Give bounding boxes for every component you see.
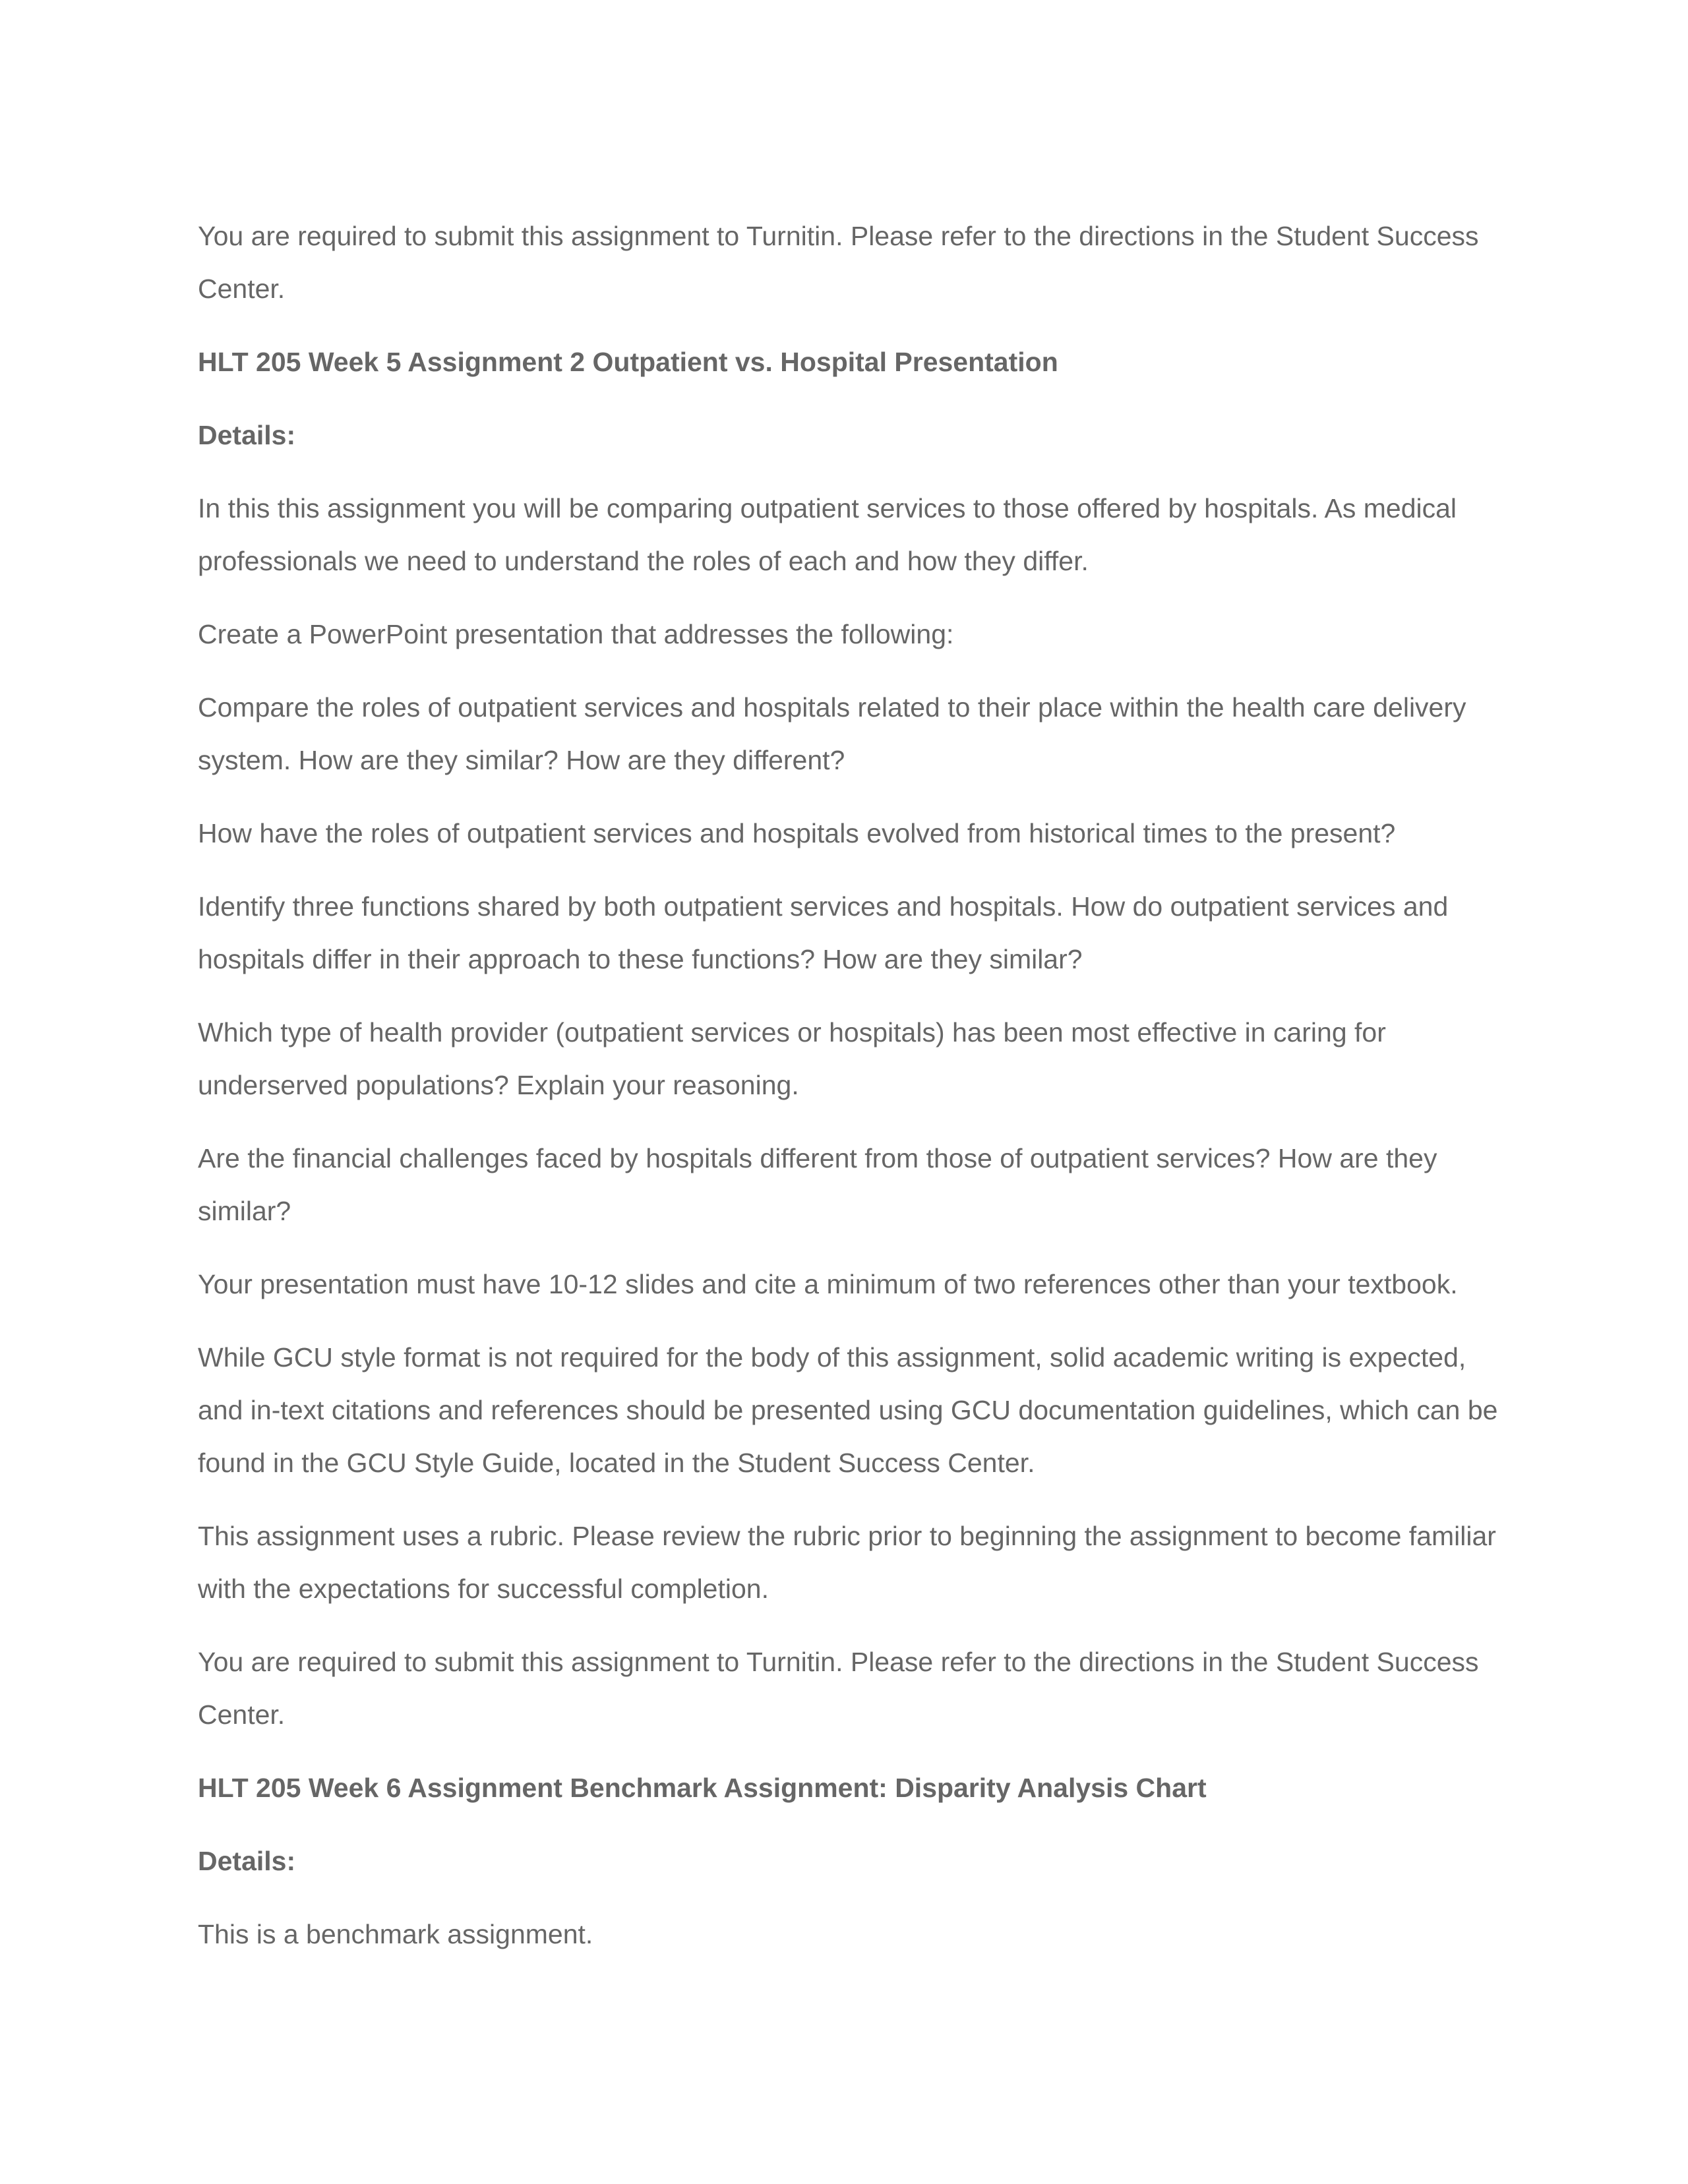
assignment-heading-week6: HLT 205 Week 6 Assignment Benchmark Assignment: Disparity Analysis Chart: [198, 1773, 1207, 1803]
paragraph-question-underserved: Which type of health provider (outpatient services or hospitals) has been most effective in caring for underserved populations? Explain your reasoning.: [198, 1017, 1386, 1100]
assignment-heading-week5: HLT 205 Week 5 Assignment 2 Outpatient vs. Hospital Presentation: [198, 347, 1058, 377]
paragraph-question-evolution: How have the roles of outpatient services and hospitals evolved from historical times to the present?: [198, 818, 1396, 848]
paragraph-question-compare: Compare the roles of outpatient services and hospitals related to their place within the health care delivery system. How are they similar? How are they different?: [198, 692, 1466, 775]
details-label: Details:: [198, 420, 296, 450]
paragraph-turnitin-notice-2: You are required to submit this assignment to Turnitin. Please refer to the directions in the Student Success Center.: [198, 1647, 1479, 1730]
paragraph-rubric: This assignment uses a rubric. Please review the rubric prior to beginning the assignment to become familiar with the expectations for successful completion.: [198, 1521, 1496, 1604]
paragraph-benchmark: This is a benchmark assignment.: [198, 1919, 593, 1949]
paragraph-intro: In this this assignment you will be comparing outpatient services to those offered by hospitals. As medical professionals we need to understand the roles of each and how they differ.: [198, 493, 1457, 576]
paragraph-question-financial: Are the financial challenges faced by hospitals different from those of outpatient services? How are they similar?: [198, 1143, 1437, 1226]
details-label-2: Details:: [198, 1846, 296, 1876]
paragraph-slide-requirements: Your presentation must have 10-12 slides and cite a minimum of two references other than your textbook.: [198, 1269, 1458, 1299]
paragraph-question-functions: Identify three functions shared by both outpatient services and hospitals. How do outpatient services and hospitals differ in their approach to these functions? How are they similar?: [198, 891, 1449, 974]
paragraph-turnitin-notice: You are required to submit this assignment to Turnitin. Please refer to the directions in the Student Success Center.: [198, 221, 1479, 304]
paragraph-style-guidelines: While GCU style format is not required for the body of this assignment, solid academic writing is expected, and in-text citations and references should be presented using GCU documentation guidelines, which can be found in the GCU Style Guide, located in the Student Success Center.: [198, 1342, 1498, 1478]
paragraph-instructions: Create a PowerPoint presentation that addresses the following:: [198, 619, 954, 649]
document-body: [198, 210, 1507, 1981]
